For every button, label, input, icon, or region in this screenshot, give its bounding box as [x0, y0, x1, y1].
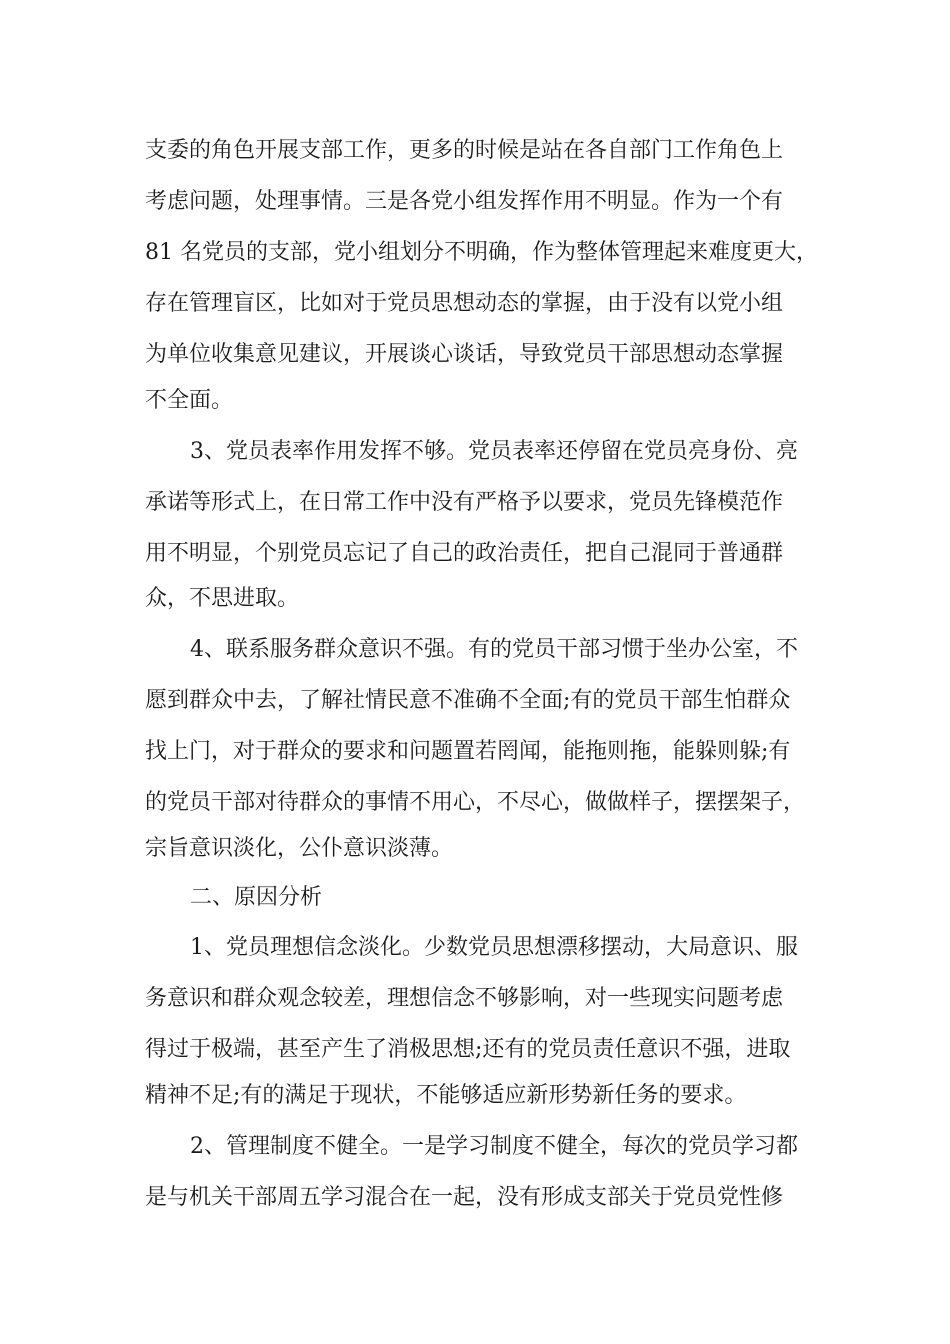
paragraph-start-line: 4、联系服务群众意识不强。有的党员干部习惯于坐办公室，不 — [190, 637, 798, 662]
text-line: 众，不思进取。 — [145, 586, 300, 611]
paragraph-start-line: 2、管理制度不健全。一是学习制度不健全，每次的党员学习都 — [190, 1134, 798, 1159]
text-line: 是与机关干部周五学习混合在一起，没有形成支部关于党员党性修 — [145, 1185, 784, 1210]
text-line: 宗旨意识淡化，公仆意识淡薄。 — [145, 836, 454, 861]
text-line: 的党员干部对待群众的事情不用心，不尽心，做做样子，摆摆架子， — [145, 790, 806, 815]
paragraph-start-line: 3、党员表率作用发挥不够。党员表率还停留在党员亮身份、亮 — [190, 439, 798, 464]
section-heading: 二、原因分析 — [190, 885, 323, 910]
text-line: 用不明显，个别党员忘记了自己的政治责任，把自己混同于普通群 — [145, 541, 784, 566]
text-line: 考虑问题，处理事情。三是各党小组发挥作用不明显。作为一个有 — [145, 189, 784, 214]
text-line: 得过于极端，甚至产生了消极思想;还有的党员责任意识不强，进取 — [145, 1037, 791, 1062]
text-line: 愿到群众中去，了解社情民意不准确不全面;有的党员干部生怕群众 — [145, 688, 791, 713]
text-line: 不全面。 — [145, 388, 234, 413]
text-line: 存在管理盲区，比如对于党员思想动态的掌握，由于没有以党小组 — [145, 291, 784, 316]
paragraph-start-line: 1、党员理想信念淡化。少数党员思想漂移摆动，大局意识、服 — [190, 935, 798, 960]
text-line: 找上门，对于群众的要求和问题置若罔闻，能拖则拖，能躲则躲;有 — [145, 739, 791, 764]
text-line: 81 名党员的支部，党小组划分不明确，作为整体管理起来难度更大， — [145, 240, 818, 265]
text-line: 承诺等形式上，在日常工作中没有严格予以要求，党员先锋模范作 — [145, 490, 784, 515]
text-line: 务意识和群众观念较差，理想信念不够影响，对一些现实问题考虑 — [145, 986, 784, 1011]
text-line: 支委的角色开展支部工作，更多的时候是站在各自部门工作角色上 — [145, 138, 784, 163]
text-line: 为单位收集意见建议，开展谈心谈话，导致党员干部思想动态掌握 — [145, 342, 784, 367]
text-line: 精神不足;有的满足于现状，不能够适应新形势新任务的要求。 — [145, 1083, 747, 1108]
